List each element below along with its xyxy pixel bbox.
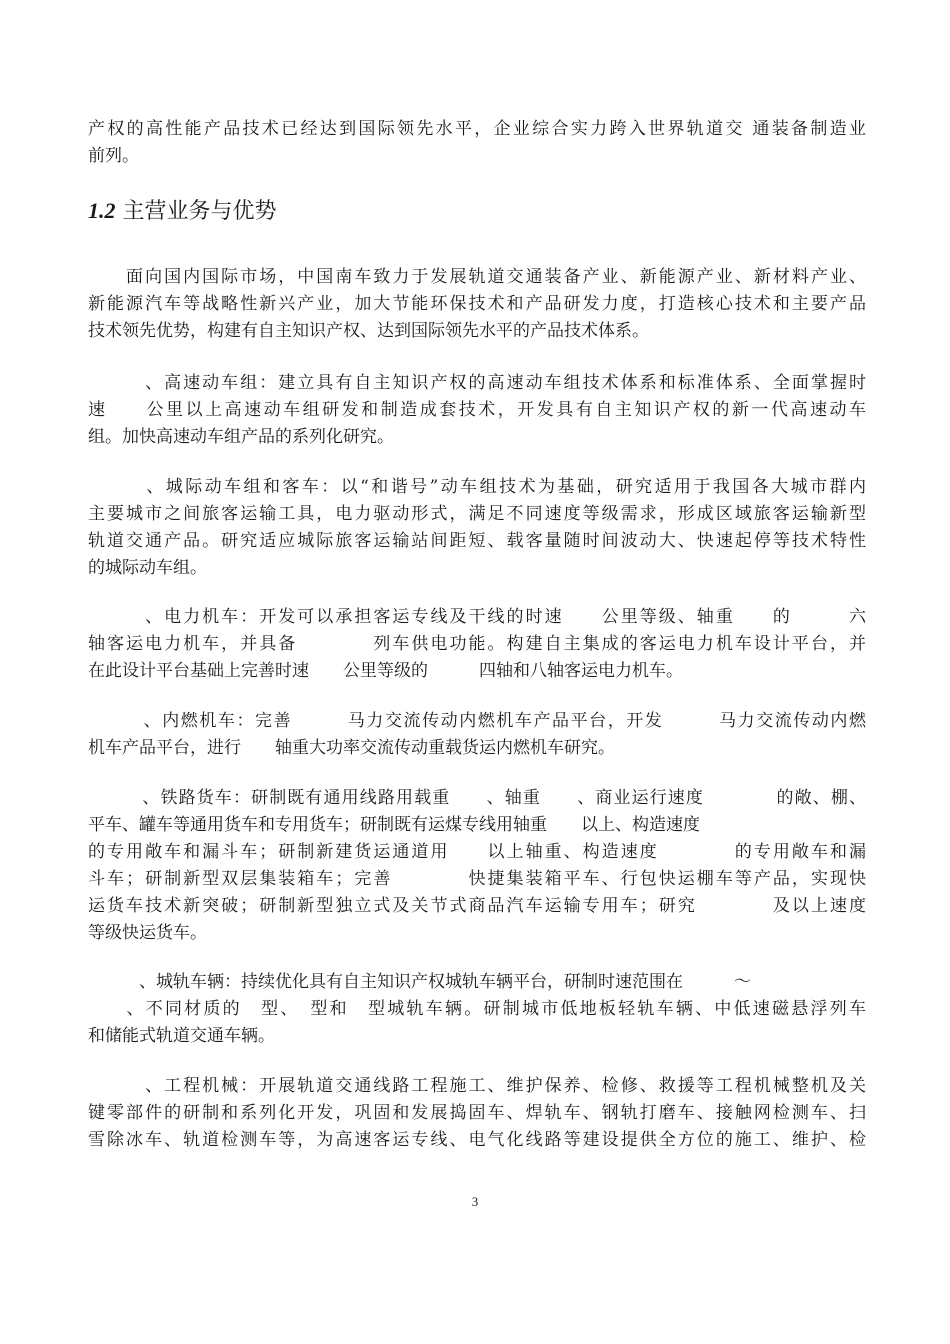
page-number: 3 xyxy=(471,1194,479,1209)
text-line: 的专用敞车和漏斗车；研制新建货运通道用 以上轴重、构造速度 的专用敞车和漏 xyxy=(88,842,866,862)
text-line: 和储能式轨道交通车辆。 xyxy=(88,1026,275,1046)
electric-loco-paragraph xyxy=(88,604,866,685)
text-line: 机车产品平台，进行 轴重大功率交流传动重载货运内燃机车研究。 xyxy=(88,738,615,758)
text-line: 、内燃机车：完善 马力交流传动内燃机车产品平台，开发 马力交流传动内燃 xyxy=(88,711,866,731)
urban-rail-paragraph xyxy=(88,969,866,1050)
text-line: 轨道交通产品。研究适应城际旅客运输站间距短、载客量随时间波动大、快速起停等技术特性 xyxy=(88,531,866,551)
diesel-loco-paragraph xyxy=(88,708,866,762)
text-line: 的城际动车组。 xyxy=(88,558,207,578)
text-line: 、电力机车：开发可以承担客运专线及干线的时速 公里等级、轴重 的 六 xyxy=(88,607,866,627)
text-line: 产权的高性能产品技术已经达到国际领先水平，企业综合实力跨入世界轨道交 通装备制造业 xyxy=(88,119,866,139)
text-line: 面向国内国际市场，中国南车致力于发展轨道交通装备产业、新能源产业、新材料产业、 xyxy=(88,267,866,287)
text-line: 速 公里以上高速动车组研发和制造成套技术，开发具有自主知识产权的新一代高速动车 xyxy=(88,400,866,420)
text-line: 组。加快高速动车组产品的系列化研究。 xyxy=(88,427,394,447)
freight-car-paragraph xyxy=(88,785,866,947)
text-line: 平车、罐车等通用货车和专用货车；研制既有运煤专线用轴重 以上、构造速度 xyxy=(88,815,700,835)
text-line: 、不同材质的 型、 型和 型城轨车辆。研制城市低地板轻轨车辆、中低速磁悬浮列车 xyxy=(88,999,866,1019)
text-line: 、城际动车组和客车：以“和谐号”动车组技术为基础，研究适用于我国各大城市群内 xyxy=(88,477,866,497)
text-line: 在此设计平台基础上完善时速 公里等级的 四轴和八轴客运电力机车。 xyxy=(88,661,683,681)
text-line: 前列。 xyxy=(88,146,139,166)
text-line: 斗车；研制新型双层集装箱车；完善 快捷集装箱平车、行包快运棚车等产品，实现快 xyxy=(88,869,866,889)
emu-paragraph xyxy=(88,370,866,451)
text-line: 等级快运货车。 xyxy=(88,923,207,943)
intro-continued-paragraph xyxy=(88,116,866,170)
text-line: 雪除冰车、轨道检测车等，为高速客运专线、电气化线路等建设提供全方位的施工、维护、检 xyxy=(88,1130,866,1150)
text-line: 轴客运电力机车，并具备 列车供电功能。构建自主集成的客运电力机车设计平台，并 xyxy=(88,634,866,654)
text-line: 、城轨车辆：持续优化具有自主知识产权城轨车辆平台，研制时速范围在 ～ xyxy=(88,972,751,992)
intercity-paragraph xyxy=(88,474,866,582)
text-line: 键零部件的研制和系列化开发，巩固和发展捣固车、焊轨车、钢轨打磨车、接触网检测车、扫 xyxy=(88,1103,866,1123)
text-line: 、高速动车组：建立具有自主知识产权的高速动车组技术体系和标准体系、全面掌握时 xyxy=(88,373,866,393)
text-line: 主要城市之间旅客运输工具，电力驱动形式，满足不同速度等级需求，形成区域旅客运输新型 xyxy=(88,504,866,524)
machinery-paragraph xyxy=(88,1073,866,1154)
text-line: 、铁路货车：研制既有通用线路用载重 、轴重 、商业运行速度 的敞、棚、 xyxy=(88,788,866,808)
text-line: 新能源汽车等战略性新兴产业，加大节能环保技术和产品研发力度，打造核心技术和主要产品 xyxy=(88,294,866,314)
section-heading xyxy=(88,196,277,227)
market-paragraph xyxy=(88,264,866,345)
section-title: 主营业务与优势 xyxy=(115,199,277,224)
text-line: 、工程机械：开展轨道交通线路工程施工、维护保养、检修、救援等工程机械整机及关 xyxy=(88,1076,866,1096)
text-line: 技术领先优势，构建有自主知识产权、达到国际领先水平的产品技术体系。 xyxy=(88,321,649,341)
section-number: 1.2 xyxy=(88,198,116,223)
text-line: 运货车技术新突破；研制新型独立式及关节式商品汽车运输专用车；研究 及以上速度 xyxy=(88,896,866,916)
